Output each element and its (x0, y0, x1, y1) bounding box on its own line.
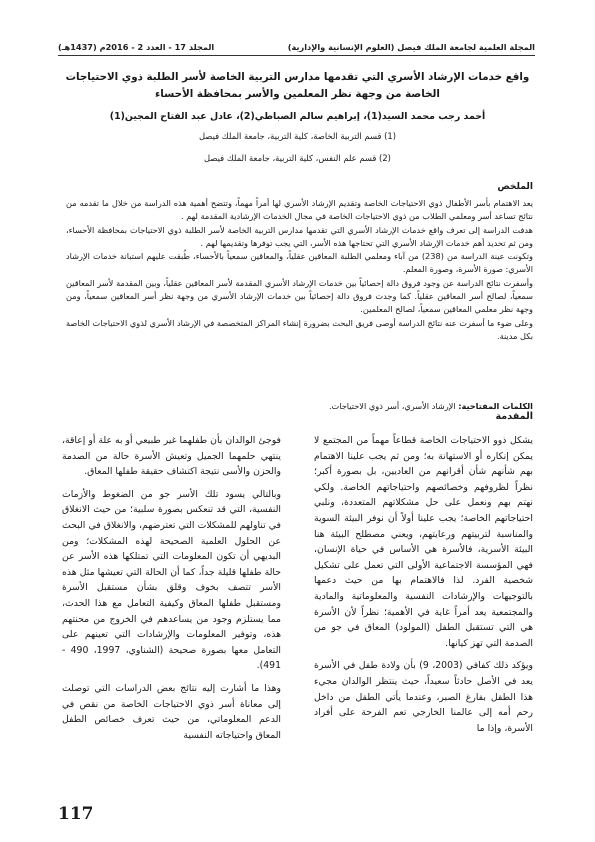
abstract-paragraph: وأسفرت نتائج الدراسة عن وجود فروق دالة إحصائياً بين خدمات الإرشاد الأسري المقدمة لأسر المعاقين عقلياً، وبين المقدمة لأسر المعاقين سمعياً، لصالح أسر المعاقين عقلياً. كما وجدت فروق دالة إحصائياً بين خدمات الإرشاد الأسري من وجهة نظر أسر المعاقين سمعياً، ومن وجهة نظر معلمي المعاقين سمعياً، لصالح المعلمين. (66, 277, 533, 315)
abstract-paragraph: هدفت الدراسة إلى تعرف واقع خدمات الإرشاد الأسري التي تقدمها مدارس التربية الخاصة لأسر الطلبة ذوي الاحتياجات بمحافظة الأحساء، ومن ثم تحديد أهم خدمات الإرشاد الأسري التي تحتاجها هذه الأسر، التي يجب توفرها وتقديمها لهم . (66, 224, 533, 248)
column-left (62, 433, 281, 750)
issue-info: المجلد 17 - العدد 2 - 2016م (1437هـ) (58, 42, 215, 52)
body-paragraph: ويؤكد ذلك كفافي (2003، 9) بأن ولادة طفل في الأسرة يعد في الأصل حادثاً سعيداً، حيث ينتظر الوالدان مجيء هذا الطفل بفارغ الصبر، وعندما يأتي الطفل من داخل رحم أمه إلى عالمنا الخارجي تعم الفرحة على أفراد الأسرة، وإذا ما (314, 660, 533, 734)
body-paragraph: وبالتالي يسود تلك الأسر جو من الضغوط والأزمات النفسية، التي قد تنعكس بصورة سلبية؛ من حيث الانغلاق في تناولهم للمشكلات التي تعترضهم، والانغلاق في البحث عن الحلول العلمية الصحيحة لهذه المشكلات؛ ومن البديهي أن تكون المعلومات التي تمتلكها هذه الأسر عن حالة طفلها قليلة جداً، كما أن الحالة التي تعيشها مثل هذه الأسر تتصف بخوف وقلق بشأن مستقبل الأسرة ومستقبل طفلها المعاق وكيفية التعامل مع هذا الحدث، مما يستلزم وجود من يساعدهم في الخروج من محنتهم هذه، وتوفير المعلومات والإرشادات التي تعينهم على التعامل معها بصورة صحيحة (الشناوي، 1997، 490 - 491). (62, 488, 281, 672)
running-header (58, 38, 535, 52)
article-title: واقع خدمات الإرشاد الأسري التي تقدمها مدارس التربية الخاصة لأسر الطلبة ذوي الاحتياجات الخاصة من وجهة نظر المعلمين والأسر بمحافظة الأحساء (65, 71, 530, 100)
page-number: 117 (58, 804, 94, 824)
body-paragraph: فوجئ الوالدان بأن طفلهما غير طبيعي أو به علة أو إعاقة، ينتهي حلمهما الجميل وتعيش الأسرة حالة من الصدمة والحزن والأسى نتيجة اكتشاف حقيقة طفلها المعاق. (62, 435, 281, 478)
introduction-heading: المقدمة (495, 411, 533, 422)
header-divider (58, 55, 535, 56)
affiliation-1: (1) قسم التربية الخاصة، كلية التربية، جامعة الملك فيصل (198, 131, 397, 141)
abstract-paragraph: يعد الاهتمام بأسر الأطفال ذوي الاحتياجات الخاصة وتقديم الإرشاد الأسري لها أمراً مهماً، وتتضح أهمية هذه الدراسة من خلال ما تقدمه من نتائج تساعد أسر ومعلمي الطلاب من ذوي الاحتياجات الخاصة في مجال الخدمات الإرشادية المقدمة لهم . (66, 198, 533, 222)
affiliation-2: (2) قسم علم النفس، كلية التربية، جامعة الملك فيصل (204, 153, 391, 163)
column-right (314, 433, 533, 743)
keywords-label: الكلمات المفتاحية: (458, 401, 533, 411)
body-paragraph: يشكل ذوو الاحتياجات الخاصة قطاعاً مهماً من المجتمع لا يمكن إنكاره أو الاستهانة به؛ ومن ثم يجب علينا الاهتمام بهم شأنهم شأن أقرانهم من العاديين، بل بصورة أكبر؛ نظراً لظروفهم وخصائصهم واحتياجاتهم الخاصة. ولكي نهتم بهم ونعمل على حل مشكلاتهم المتعددة، ونلبي احتياجاتهم الخاصة؛ يجب علينا أولاً أن نوفر البيئة السوية والمناسبة لتربيتهم ورعايتهم، ويعني مصطلح البيئة هنا البيئة الأسرية، فالأسرة هي الأساس في حياة الإنسان، فهي المؤسسة الاجتماعية الأولى التي تعمل على تشكيل شخصية الفرد. لذا فالاهتمام بها من حيث دعمها بالتوجيهات والإرشادات النفسية والمعلوماتية والمادية والمجتمعية يعد أمراً غاية في الأهمية؛ نظراً لأن الأسرة هي التي تستقبل الطفل (المولود) المعاق في جو من الصدمة التي تهز كيانها. (314, 435, 533, 649)
keywords-line (66, 401, 533, 411)
keywords-text: الإرشاد الأسري، أسر ذوي الاحتياجات. (328, 401, 456, 411)
body-paragraph: وهذا ما أشارت إليه نتائج بعض الدراسات التي توصلت إلى معاناة أسر ذوي الاحتياجات الخاصة من نقص في الدعم المعلوماتي، من حيث تعرف خصائص الطفل المعاق واحتياجاته النفسية (62, 682, 281, 741)
article-authors: أحمد رجب محمد السيد(1)، إبراهيم سالم الصباطي(2)، عادل عبد الفتاح المجين(1) (109, 111, 486, 122)
abstract-body (66, 197, 533, 343)
abstract-paragraph: وتكونت عينة الدراسة من (238) من آباء ومعلمي الطلبة المعاقين عقلياً، والمعاقين سمعياً بالأحساء، طُبقت عليهم استبانة خدمات الإرشاد الأسري: صورة الأسرة، وصورة المعلم. (66, 251, 533, 275)
journal-name: المجلة العلمية لجامعة الملك فيصل (العلوم الإنسانية والإدارية) (287, 42, 535, 52)
abstract-paragraph: وعلى ضوء ما أسفرت عنه نتائج الدراسة أوصى فريق البحث بضرورة إنشاء المراكز المتخصصة في الإرشاد الأسري لذوي الاحتياجات الخاصة بكل مدينة. (66, 317, 533, 341)
abstract-heading: الملخص (497, 181, 533, 192)
